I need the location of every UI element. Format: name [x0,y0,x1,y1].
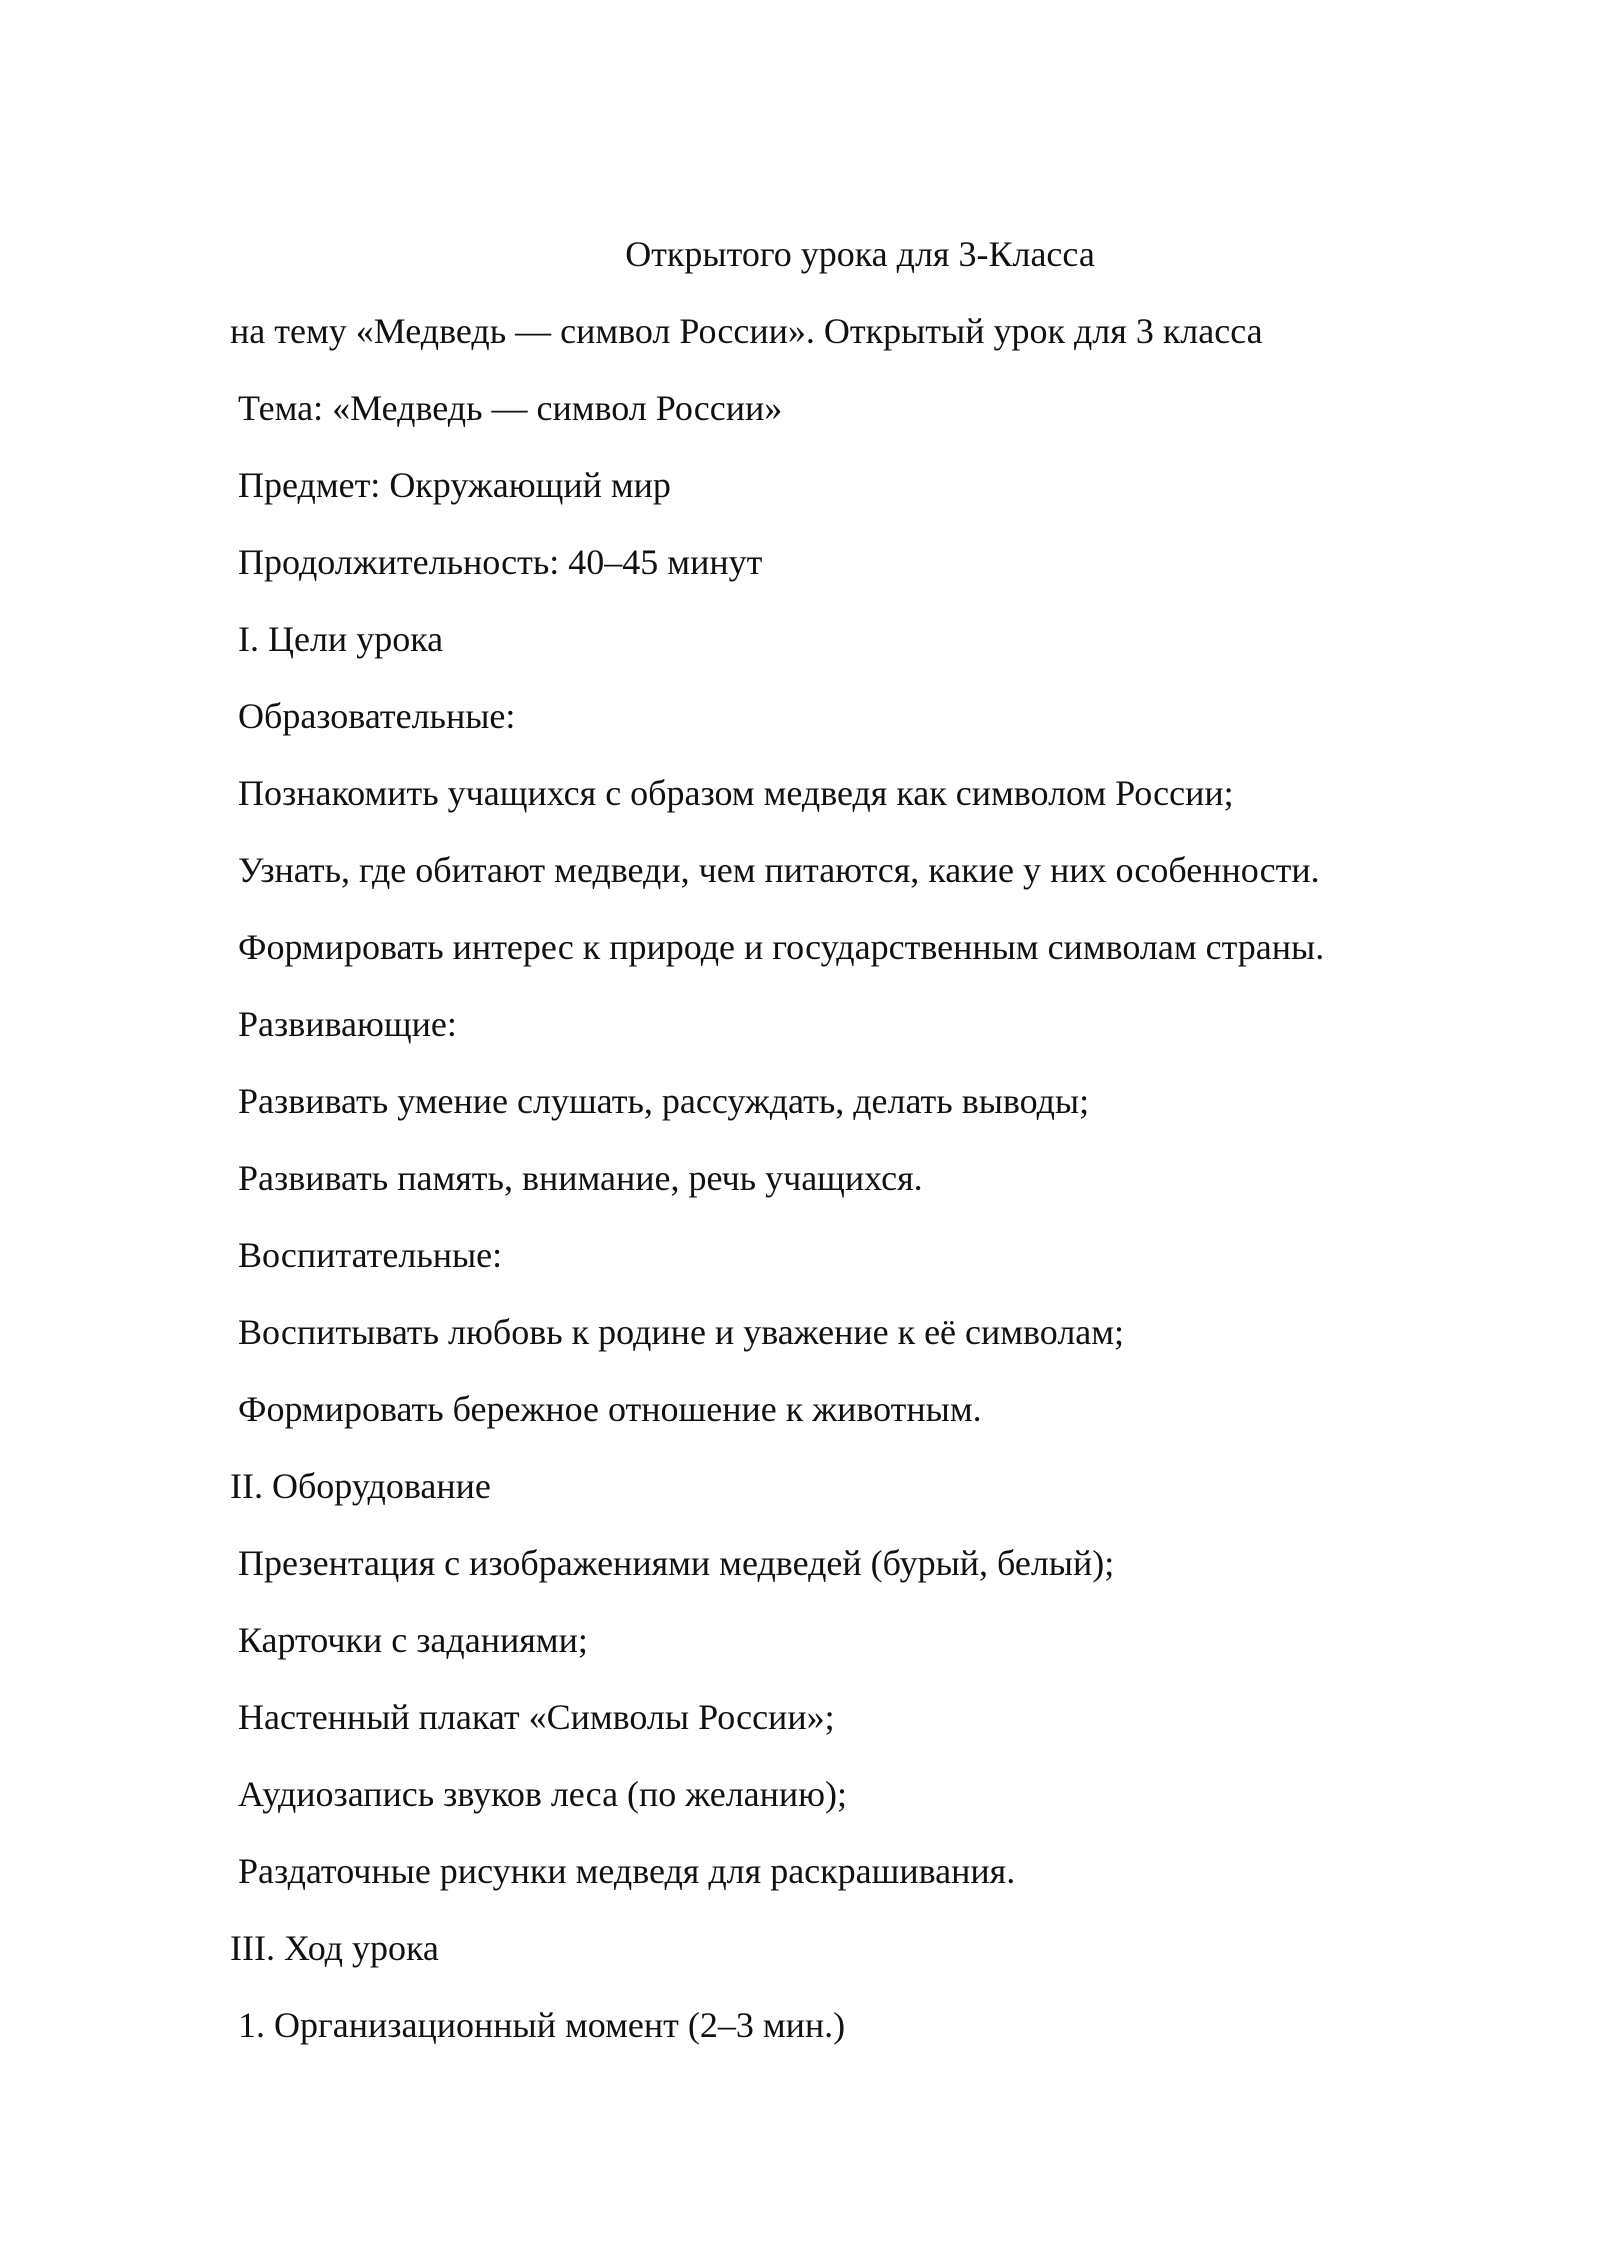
section-goals-heading: I. Цели урока [238,619,444,659]
list-item: Познакомить учащихся с образом медведя как символом России; [238,773,1234,813]
list-item: Воспитывать любовь к родине и уважение к её символам; [238,1312,1125,1352]
educational-goals-heading: Образовательные: [238,696,516,736]
section-equipment-heading: II. Оборудование [230,1466,491,1506]
lesson-duration: Продолжительность: 40–45 минут [238,542,763,582]
list-item: Раздаточные рисунки медведя для раскрашивания. [238,1851,1016,1891]
document-title: Открытого урока для 3-Класса [625,234,1095,274]
list-item: Настенный плакат «Символы России»; [238,1697,835,1737]
developmental-goals-heading: Развивающие: [238,1004,457,1044]
lesson-topic: Тема: «Медведь — символ России» [238,388,783,428]
list-item: Развивать умение слушать, рассуждать, делать выводы; [238,1081,1090,1121]
list-item: Развивать память, внимание, речь учащихся. [238,1158,923,1198]
list-item: Презентация с изображениями медведей (бурый, белый); [238,1543,1115,1583]
list-item: Формировать бережное отношение к животным. [238,1389,982,1429]
list-item: Узнать, где обитают медведи, чем питаются, какие у них особенности. [238,850,1320,890]
list-item: Карточки с заданиями; [238,1620,588,1660]
lesson-subject: Предмет: Окружающий мир [238,465,671,505]
document-subtitle: на тему «Медведь — символ России». Открытый урок для 3 класса [230,311,1263,351]
upbringing-goals-heading: Воспитательные: [238,1235,503,1275]
section-lesson-flow-heading: III. Ход урока [230,1928,439,1968]
list-item: Формировать интерес к природе и государственным символам страны. [238,927,1325,967]
list-item: 1. Организационный момент (2–3 мин.) [238,2005,846,2045]
list-item: Аудиозапись звуков леса (по желанию); [238,1774,848,1814]
